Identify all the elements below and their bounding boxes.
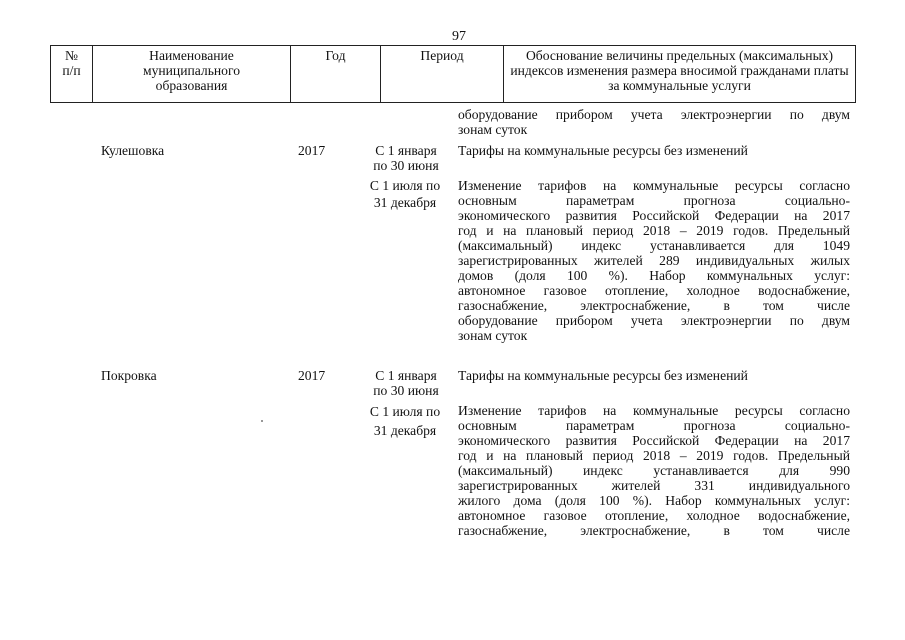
text-line: экономического развития Российской Федерации на 2017 (458, 433, 850, 448)
row-period-1 (364, 368, 448, 398)
text-line: газоснабжение, электроснабжение, в том числе (458, 298, 850, 313)
header-text: за коммунальные услуги (608, 78, 751, 93)
text-line: зарегистрированных жителей 331 индивидуального (458, 478, 850, 493)
header-text: Обоснование величины предельных (максимальных) (525, 48, 834, 63)
text-line: домов (доля 100 %). Набор коммунальных услуг: (458, 268, 850, 283)
text-line: газоснабжение, электроснабжение, в том числе (458, 523, 850, 538)
row-period-1 (364, 143, 448, 173)
period-line: С 1 июля по (369, 178, 441, 193)
header-col-basis (504, 46, 855, 102)
period-line: 31 декабря (373, 423, 437, 438)
row-text-2 (458, 403, 850, 538)
period-line: по 30 июня (373, 383, 439, 398)
period-line: С 1 января (375, 143, 437, 158)
text-line: автономное газовое отопление, холодное водоснабжение, (458, 283, 850, 298)
scan-speck (261, 420, 263, 422)
row-name: Кулешовка (101, 143, 165, 158)
text-line: оборудование прибором учета электроэнергии по двум (458, 107, 850, 122)
text-line: (максимальный) индекс устанавливается для 990 (458, 463, 850, 478)
period-line: по 30 июня (373, 158, 439, 173)
header-text: Наименование (149, 48, 234, 63)
text-line: экономического развития Российской Федерации на 2017 (458, 208, 850, 223)
row-period-2 (360, 177, 450, 211)
row-text-1: Тарифы на коммунальные ресурсы без изменений (458, 143, 748, 158)
text-line: оборудование прибором учета электроэнергии по двум (458, 313, 850, 328)
period-line: С 1 июля по (369, 404, 441, 419)
period-line: С 1 января (375, 368, 437, 383)
text-line: основным параметрам прогноза социально- (458, 193, 850, 208)
header-col-period (381, 46, 504, 102)
text-line: автономное газовое отопление, холодное водоснабжение, (458, 508, 850, 523)
row-text-2 (458, 178, 850, 343)
header-text: № (65, 48, 78, 63)
header-text: Год (325, 48, 346, 63)
text-line: Изменение тарифов на коммунальные ресурсы согласно (458, 403, 850, 418)
text-line: жилого дома (доля 100 %). Набор коммунальных услуг: (458, 493, 850, 508)
text-line: Изменение тарифов на коммунальные ресурсы согласно (458, 178, 850, 193)
header-text: образования (155, 78, 228, 93)
text-line: основным параметрам прогноза социально- (458, 418, 850, 433)
text-line: зарегистрированных жителей 289 индивидуальных жилых (458, 253, 850, 268)
header-text: Период (420, 48, 464, 63)
header-col-year (291, 46, 381, 102)
text-line: год и на плановый период 2018 – 2019 годов. Предельный (458, 223, 850, 238)
header-col-name (93, 46, 291, 102)
table-header (50, 45, 856, 103)
carryover-text (458, 107, 850, 137)
header-text: п/п (62, 63, 81, 78)
header-col-number (51, 46, 93, 102)
row-period-2 (360, 402, 450, 440)
text-line: год и на плановый период 2018 – 2019 годов. Предельный (458, 448, 850, 463)
period-line: 31 декабря (373, 195, 437, 210)
row-year: 2017 (298, 143, 326, 158)
header-text: индексов изменения размера вносимой гражданами платы (510, 63, 849, 78)
header-text: муниципального (142, 63, 240, 78)
text-line: (максимальный) индекс устанавливается для 1049 (458, 238, 850, 253)
row-year: 2017 (298, 368, 326, 383)
page-number: 97 (452, 29, 466, 44)
row-text-1: Тарифы на коммунальные ресурсы без изменений (458, 368, 748, 383)
row-name: Покровка (101, 368, 157, 383)
text-line: зонам суток (458, 328, 528, 343)
text-line: зонам суток (458, 122, 528, 137)
